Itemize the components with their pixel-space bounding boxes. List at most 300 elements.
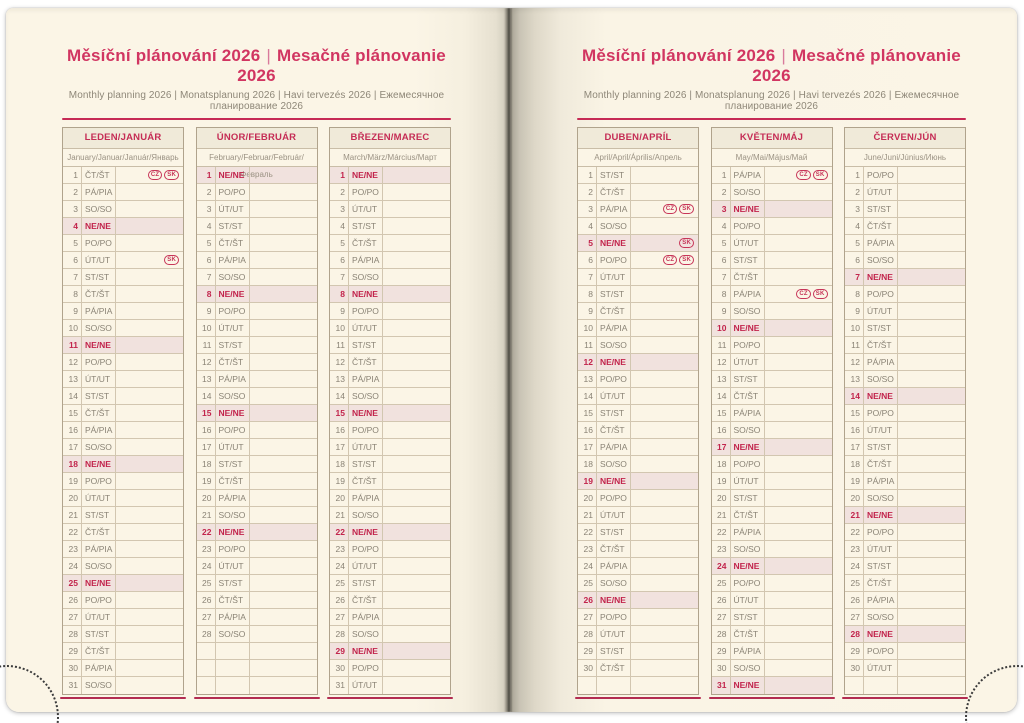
day-row bbox=[712, 643, 832, 660]
notes-cell bbox=[631, 201, 698, 217]
day-number: 22 bbox=[712, 524, 731, 540]
month-name-header: KVĚTEN/MÁJ bbox=[712, 128, 832, 149]
day-number: 28 bbox=[197, 626, 216, 642]
day-number: 17 bbox=[712, 439, 731, 455]
month-name-header: BŘEZEN/MAREC bbox=[330, 128, 450, 149]
notes-cell bbox=[765, 541, 832, 557]
day-row bbox=[845, 388, 965, 405]
weekday-label: ČT/ŠT bbox=[349, 235, 383, 251]
day-number: 10 bbox=[845, 320, 864, 336]
weekday-label: PÁ/PIA bbox=[349, 371, 383, 387]
day-number: 25 bbox=[63, 575, 82, 591]
day-number: 27 bbox=[330, 609, 349, 625]
notes-cell bbox=[765, 184, 832, 200]
notes-cell bbox=[116, 541, 183, 557]
notes-cell bbox=[765, 473, 832, 489]
weekday-label: PÁ/PIA bbox=[731, 524, 765, 540]
day-row bbox=[578, 558, 698, 575]
weekday-label: PÁ/PIA bbox=[216, 490, 250, 506]
weekday-label: PÁ/PIA bbox=[349, 490, 383, 506]
weekday-label: SO/SO bbox=[216, 388, 250, 404]
weekday-label: PO/PO bbox=[731, 218, 765, 234]
month-tables-left bbox=[62, 127, 451, 699]
day-row bbox=[712, 269, 832, 286]
day-row bbox=[197, 405, 317, 422]
day-number: 4 bbox=[197, 218, 216, 234]
notes-cell bbox=[250, 184, 317, 200]
day-row bbox=[578, 303, 698, 320]
day-number: 22 bbox=[845, 524, 864, 540]
weekday-label: SO/SO bbox=[597, 337, 631, 353]
day-number: 3 bbox=[712, 201, 731, 217]
notes-cell bbox=[116, 660, 183, 676]
holiday-badge-sk: SK bbox=[164, 170, 179, 180]
notes-cell bbox=[898, 303, 965, 319]
notes-cell bbox=[898, 286, 965, 302]
weekday-label: ČT/ŠT bbox=[731, 507, 765, 523]
blank-weekday-cell bbox=[216, 643, 250, 659]
day-row bbox=[197, 218, 317, 235]
weekday-label: SO/SO bbox=[731, 660, 765, 676]
notes-cell bbox=[631, 422, 698, 438]
day-row bbox=[197, 303, 317, 320]
day-number: 30 bbox=[845, 660, 864, 676]
day-number: 4 bbox=[578, 218, 597, 234]
day-number: 1 bbox=[578, 167, 597, 183]
corner-perforation-left bbox=[0, 665, 72, 723]
notes-cell bbox=[765, 405, 832, 421]
day-number: 22 bbox=[197, 524, 216, 540]
notes-cell bbox=[631, 575, 698, 591]
notes-cell bbox=[898, 320, 965, 336]
weekday-label: ST/ST bbox=[864, 558, 898, 574]
day-number: 2 bbox=[845, 184, 864, 200]
notes-cell bbox=[116, 235, 183, 251]
day-row bbox=[578, 575, 698, 592]
weekday-label: ÚT/UT bbox=[597, 388, 631, 404]
weekday-label: PÁ/PIA bbox=[82, 184, 116, 200]
day-row bbox=[330, 269, 450, 286]
day-row bbox=[845, 184, 965, 201]
day-number: 9 bbox=[330, 303, 349, 319]
day-row bbox=[197, 541, 317, 558]
notes-cell bbox=[383, 456, 450, 472]
weekday-label: ST/ST bbox=[597, 643, 631, 659]
day-number: 7 bbox=[845, 269, 864, 285]
notes-cell bbox=[116, 388, 183, 404]
day-row bbox=[197, 592, 317, 609]
day-row bbox=[712, 677, 832, 694]
month-table bbox=[577, 127, 699, 699]
day-number: 18 bbox=[197, 456, 216, 472]
day-number: 16 bbox=[578, 422, 597, 438]
day-number: 20 bbox=[63, 490, 82, 506]
notes-cell bbox=[631, 592, 698, 608]
notes-cell bbox=[898, 201, 965, 217]
day-number: 30 bbox=[330, 660, 349, 676]
notes-cell bbox=[250, 609, 317, 625]
day-number: 7 bbox=[63, 269, 82, 285]
weekday-label: SO/SO bbox=[82, 439, 116, 455]
title-slovak: Mesačné plánovanie 2026 bbox=[237, 46, 446, 85]
notes-cell bbox=[631, 371, 698, 387]
weekday-label: NE/NE bbox=[597, 235, 631, 251]
weekday-label: NE/NE bbox=[864, 269, 898, 285]
day-number: 26 bbox=[845, 592, 864, 608]
notes-cell bbox=[765, 337, 832, 353]
weekday-label: NE/NE bbox=[349, 167, 383, 183]
day-number: 2 bbox=[578, 184, 597, 200]
weekday-label: ST/ST bbox=[216, 575, 250, 591]
day-row bbox=[330, 337, 450, 354]
day-number: 18 bbox=[63, 456, 82, 472]
weekday-label: SO/SO bbox=[216, 269, 250, 285]
weekday-label: PO/PO bbox=[349, 541, 383, 557]
day-number: 6 bbox=[63, 252, 82, 268]
day-row bbox=[63, 473, 183, 490]
blank-number-cell bbox=[197, 660, 216, 676]
notes-cell bbox=[383, 609, 450, 625]
day-row bbox=[845, 303, 965, 320]
day-number: 19 bbox=[197, 473, 216, 489]
day-number: 3 bbox=[330, 201, 349, 217]
notes-cell bbox=[250, 456, 317, 472]
notes-cell bbox=[765, 626, 832, 642]
notes-cell bbox=[250, 524, 317, 540]
day-row bbox=[578, 354, 698, 371]
weekday-label: NE/NE bbox=[731, 201, 765, 217]
notes-cell bbox=[765, 422, 832, 438]
day-number: 11 bbox=[197, 337, 216, 353]
day-row bbox=[578, 609, 698, 626]
notes-cell bbox=[765, 456, 832, 472]
notes-cell bbox=[383, 541, 450, 557]
notes-cell bbox=[116, 677, 183, 694]
day-number: 23 bbox=[578, 541, 597, 557]
notes-cell bbox=[383, 592, 450, 608]
notes-cell bbox=[631, 303, 698, 319]
notes-cell bbox=[383, 269, 450, 285]
notes-cell bbox=[383, 252, 450, 268]
weekday-label: PO/PO bbox=[349, 660, 383, 676]
day-row bbox=[197, 439, 317, 456]
notes-cell bbox=[116, 507, 183, 523]
day-number: 10 bbox=[330, 320, 349, 336]
day-row bbox=[197, 558, 317, 575]
month-languages: February/Februar/Február/Февраль bbox=[197, 149, 317, 167]
weekday-label: SO/SO bbox=[731, 303, 765, 319]
day-number: 13 bbox=[845, 371, 864, 387]
blank-weekday-cell bbox=[864, 677, 898, 694]
day-row bbox=[712, 456, 832, 473]
day-row bbox=[578, 592, 698, 609]
corner-perforation-right bbox=[952, 665, 1024, 723]
page-right bbox=[511, 8, 1017, 712]
day-row bbox=[63, 677, 183, 694]
day-row bbox=[330, 558, 450, 575]
notes-cell bbox=[765, 660, 832, 676]
notes-cell bbox=[898, 643, 965, 659]
day-number: 29 bbox=[712, 643, 731, 659]
day-row bbox=[197, 269, 317, 286]
day-row bbox=[712, 524, 832, 541]
day-number: 27 bbox=[197, 609, 216, 625]
weekday-label: PÁ/PIA bbox=[731, 286, 765, 302]
day-row bbox=[197, 286, 317, 303]
month-table bbox=[711, 127, 833, 699]
weekday-label: ČT/ŠT bbox=[597, 184, 631, 200]
blank-row bbox=[197, 660, 317, 677]
blank-number-cell bbox=[578, 677, 597, 694]
day-row bbox=[712, 439, 832, 456]
month-languages: January/Januar/Január/Январь bbox=[63, 149, 183, 167]
day-row bbox=[712, 303, 832, 320]
notes-cell bbox=[383, 388, 450, 404]
weekday-label: PO/PO bbox=[82, 473, 116, 489]
day-number: 31 bbox=[330, 677, 349, 694]
day-number: 19 bbox=[845, 473, 864, 489]
day-row bbox=[578, 235, 698, 252]
weekday-label: ČT/ŠT bbox=[82, 405, 116, 421]
weekday-label: PÁ/PIA bbox=[864, 592, 898, 608]
blank-weekday-cell bbox=[597, 677, 631, 694]
blank-notes-cell bbox=[250, 677, 317, 694]
day-number: 20 bbox=[578, 490, 597, 506]
notes-cell bbox=[116, 626, 183, 642]
weekday-label: PÁ/PIA bbox=[731, 405, 765, 421]
day-row bbox=[63, 422, 183, 439]
blank-notes-cell bbox=[250, 660, 317, 676]
day-row bbox=[63, 609, 183, 626]
day-row bbox=[712, 473, 832, 490]
notes-cell bbox=[116, 592, 183, 608]
notes-cell bbox=[631, 252, 698, 268]
notes-cell bbox=[631, 269, 698, 285]
day-row bbox=[63, 575, 183, 592]
weekday-label: NE/NE bbox=[216, 405, 250, 421]
notes-cell bbox=[898, 575, 965, 591]
weekday-label: ČT/ŠT bbox=[216, 473, 250, 489]
notes-cell bbox=[898, 388, 965, 404]
notes-cell bbox=[898, 184, 965, 200]
day-row bbox=[712, 609, 832, 626]
day-row bbox=[712, 405, 832, 422]
day-row bbox=[330, 303, 450, 320]
day-number: 24 bbox=[845, 558, 864, 574]
notes-cell bbox=[116, 405, 183, 421]
weekday-label: NE/NE bbox=[82, 575, 116, 591]
day-number: 13 bbox=[330, 371, 349, 387]
day-row bbox=[845, 269, 965, 286]
notes-cell bbox=[383, 677, 450, 694]
day-row bbox=[197, 456, 317, 473]
day-number: 19 bbox=[330, 473, 349, 489]
day-number: 30 bbox=[578, 660, 597, 676]
day-row bbox=[712, 167, 832, 184]
notes-cell bbox=[383, 354, 450, 370]
notes-cell bbox=[765, 303, 832, 319]
notes-cell bbox=[898, 490, 965, 506]
day-number: 31 bbox=[712, 677, 731, 694]
weekday-label: PÁ/PIA bbox=[597, 320, 631, 336]
weekday-label: NE/NE bbox=[349, 524, 383, 540]
holiday-badge-sk: SK bbox=[813, 289, 828, 299]
day-number: 23 bbox=[197, 541, 216, 557]
notes-cell bbox=[898, 609, 965, 625]
weekday-label: SO/SO bbox=[349, 388, 383, 404]
weekday-label: NE/NE bbox=[731, 439, 765, 455]
day-number: 26 bbox=[197, 592, 216, 608]
weekday-label: PO/PO bbox=[597, 371, 631, 387]
notes-cell bbox=[898, 524, 965, 540]
day-number: 30 bbox=[63, 660, 82, 676]
weekday-label: ST/ST bbox=[731, 371, 765, 387]
notes-cell bbox=[116, 473, 183, 489]
day-row bbox=[330, 371, 450, 388]
notes-cell bbox=[898, 371, 965, 387]
day-number: 22 bbox=[330, 524, 349, 540]
day-row bbox=[712, 252, 832, 269]
notes-cell bbox=[250, 388, 317, 404]
notes-cell bbox=[383, 371, 450, 387]
weekday-label: ČT/ŠT bbox=[349, 354, 383, 370]
day-row bbox=[578, 371, 698, 388]
page-left bbox=[6, 8, 511, 712]
weekday-label: ST/ST bbox=[349, 337, 383, 353]
day-row bbox=[330, 422, 450, 439]
weekday-label: PÁ/PIA bbox=[349, 252, 383, 268]
weekday-label: NE/NE bbox=[82, 218, 116, 234]
day-number: 8 bbox=[63, 286, 82, 302]
weekday-label: ÚT/UT bbox=[864, 184, 898, 200]
notes-cell bbox=[250, 167, 317, 183]
notes-cell bbox=[765, 609, 832, 625]
day-number: 21 bbox=[63, 507, 82, 523]
day-row bbox=[845, 252, 965, 269]
blank-row bbox=[845, 677, 965, 694]
weekday-label: ČT/ŠT bbox=[597, 303, 631, 319]
notes-cell bbox=[898, 218, 965, 234]
weekday-label: ČT/ŠT bbox=[731, 388, 765, 404]
day-number: 14 bbox=[63, 388, 82, 404]
day-number: 12 bbox=[578, 354, 597, 370]
day-row bbox=[197, 507, 317, 524]
dotted-arc-icon bbox=[0, 665, 59, 723]
day-row bbox=[712, 490, 832, 507]
weekday-label: ST/ST bbox=[731, 609, 765, 625]
weekday-label: SO/SO bbox=[864, 490, 898, 506]
notes-cell bbox=[631, 320, 698, 336]
weekday-label: ČT/ŠT bbox=[349, 592, 383, 608]
notes-cell bbox=[250, 371, 317, 387]
day-number: 24 bbox=[63, 558, 82, 574]
day-row bbox=[845, 405, 965, 422]
notes-cell bbox=[898, 252, 965, 268]
day-number: 17 bbox=[197, 439, 216, 455]
weekday-label: SO/SO bbox=[597, 575, 631, 591]
day-row bbox=[63, 660, 183, 677]
weekday-label: ÚT/UT bbox=[731, 235, 765, 251]
day-number: 6 bbox=[712, 252, 731, 268]
day-row bbox=[63, 490, 183, 507]
weekday-label: ÚT/UT bbox=[349, 201, 383, 217]
day-number: 29 bbox=[578, 643, 597, 659]
weekday-label: NE/NE bbox=[731, 320, 765, 336]
notes-cell bbox=[631, 524, 698, 540]
weekday-label: SO/SO bbox=[82, 558, 116, 574]
holiday-badge-cz: CZ bbox=[796, 170, 810, 180]
day-row bbox=[63, 235, 183, 252]
day-number: 15 bbox=[63, 405, 82, 421]
weekday-label: ÚT/UT bbox=[731, 592, 765, 608]
day-number: 31 bbox=[63, 677, 82, 694]
weekday-label: SO/SO bbox=[864, 252, 898, 268]
day-row bbox=[63, 337, 183, 354]
day-row bbox=[578, 337, 698, 354]
notes-cell bbox=[631, 473, 698, 489]
weekday-label: ST/ST bbox=[731, 252, 765, 268]
notes-cell bbox=[383, 184, 450, 200]
holiday-badge-sk: SK bbox=[164, 255, 179, 265]
day-row bbox=[330, 235, 450, 252]
notes-cell bbox=[116, 490, 183, 506]
month-table bbox=[844, 127, 966, 699]
day-number: 12 bbox=[845, 354, 864, 370]
month-underline-rule bbox=[709, 697, 835, 699]
page-title bbox=[62, 8, 451, 86]
day-row bbox=[197, 167, 317, 184]
month-underline-rule bbox=[327, 697, 453, 699]
day-row bbox=[197, 201, 317, 218]
weekday-label: ČT/ŠT bbox=[82, 643, 116, 659]
notes-cell bbox=[765, 201, 832, 217]
day-number: 28 bbox=[330, 626, 349, 642]
weekday-label: ČT/ŠT bbox=[216, 235, 250, 251]
day-number: 23 bbox=[330, 541, 349, 557]
page-subtitle: Monthly planning 2026 | Monatsplanung 2026 | Havi tervezés 2026 | Ежемесячное планирование 2026 bbox=[68, 90, 445, 112]
weekday-label: NE/NE bbox=[82, 456, 116, 472]
day-number: 29 bbox=[330, 643, 349, 659]
day-number: 11 bbox=[330, 337, 349, 353]
day-row bbox=[845, 609, 965, 626]
weekday-label: ČT/ŠT bbox=[864, 456, 898, 472]
notes-cell bbox=[116, 422, 183, 438]
day-number: 12 bbox=[63, 354, 82, 370]
weekday-label: SO/SO bbox=[216, 507, 250, 523]
day-number: 13 bbox=[712, 371, 731, 387]
weekday-label: PÁ/PIA bbox=[216, 609, 250, 625]
day-row bbox=[712, 354, 832, 371]
day-row bbox=[197, 422, 317, 439]
weekday-label: NE/NE bbox=[864, 626, 898, 642]
notes-cell bbox=[383, 337, 450, 353]
day-number: 9 bbox=[63, 303, 82, 319]
notes-cell bbox=[116, 303, 183, 319]
title-czech: Měsíční plánování 2026 bbox=[582, 46, 776, 65]
weekday-label: NE/NE bbox=[216, 286, 250, 302]
day-row bbox=[845, 286, 965, 303]
notes-cell bbox=[116, 609, 183, 625]
day-row bbox=[197, 626, 317, 643]
day-row bbox=[845, 320, 965, 337]
page-right-content bbox=[577, 8, 966, 699]
day-row bbox=[330, 609, 450, 626]
month-table-frame bbox=[329, 127, 451, 695]
holiday-badge-sk: SK bbox=[679, 204, 694, 214]
notes-cell bbox=[383, 643, 450, 659]
day-row bbox=[845, 354, 965, 371]
day-number: 8 bbox=[845, 286, 864, 302]
